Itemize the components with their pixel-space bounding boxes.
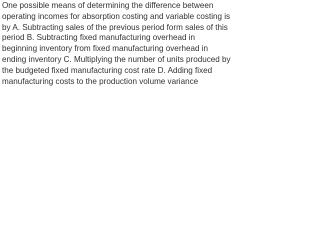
question-text: One possible means of determining the difference between operating incomes for absorption costing and variable costing is by A. Subtracting sales of the previous period form sales of this period B. Subtracting fixed manufacturing overhead in beginning inventory from fixed manufacturing overhead in ending inventory C. Multiplying the number of units produced by the budgeted fixed manufacturing cost rate D. Adding fixed manufacturing costs to the production volume variance: [2, 1, 231, 86]
